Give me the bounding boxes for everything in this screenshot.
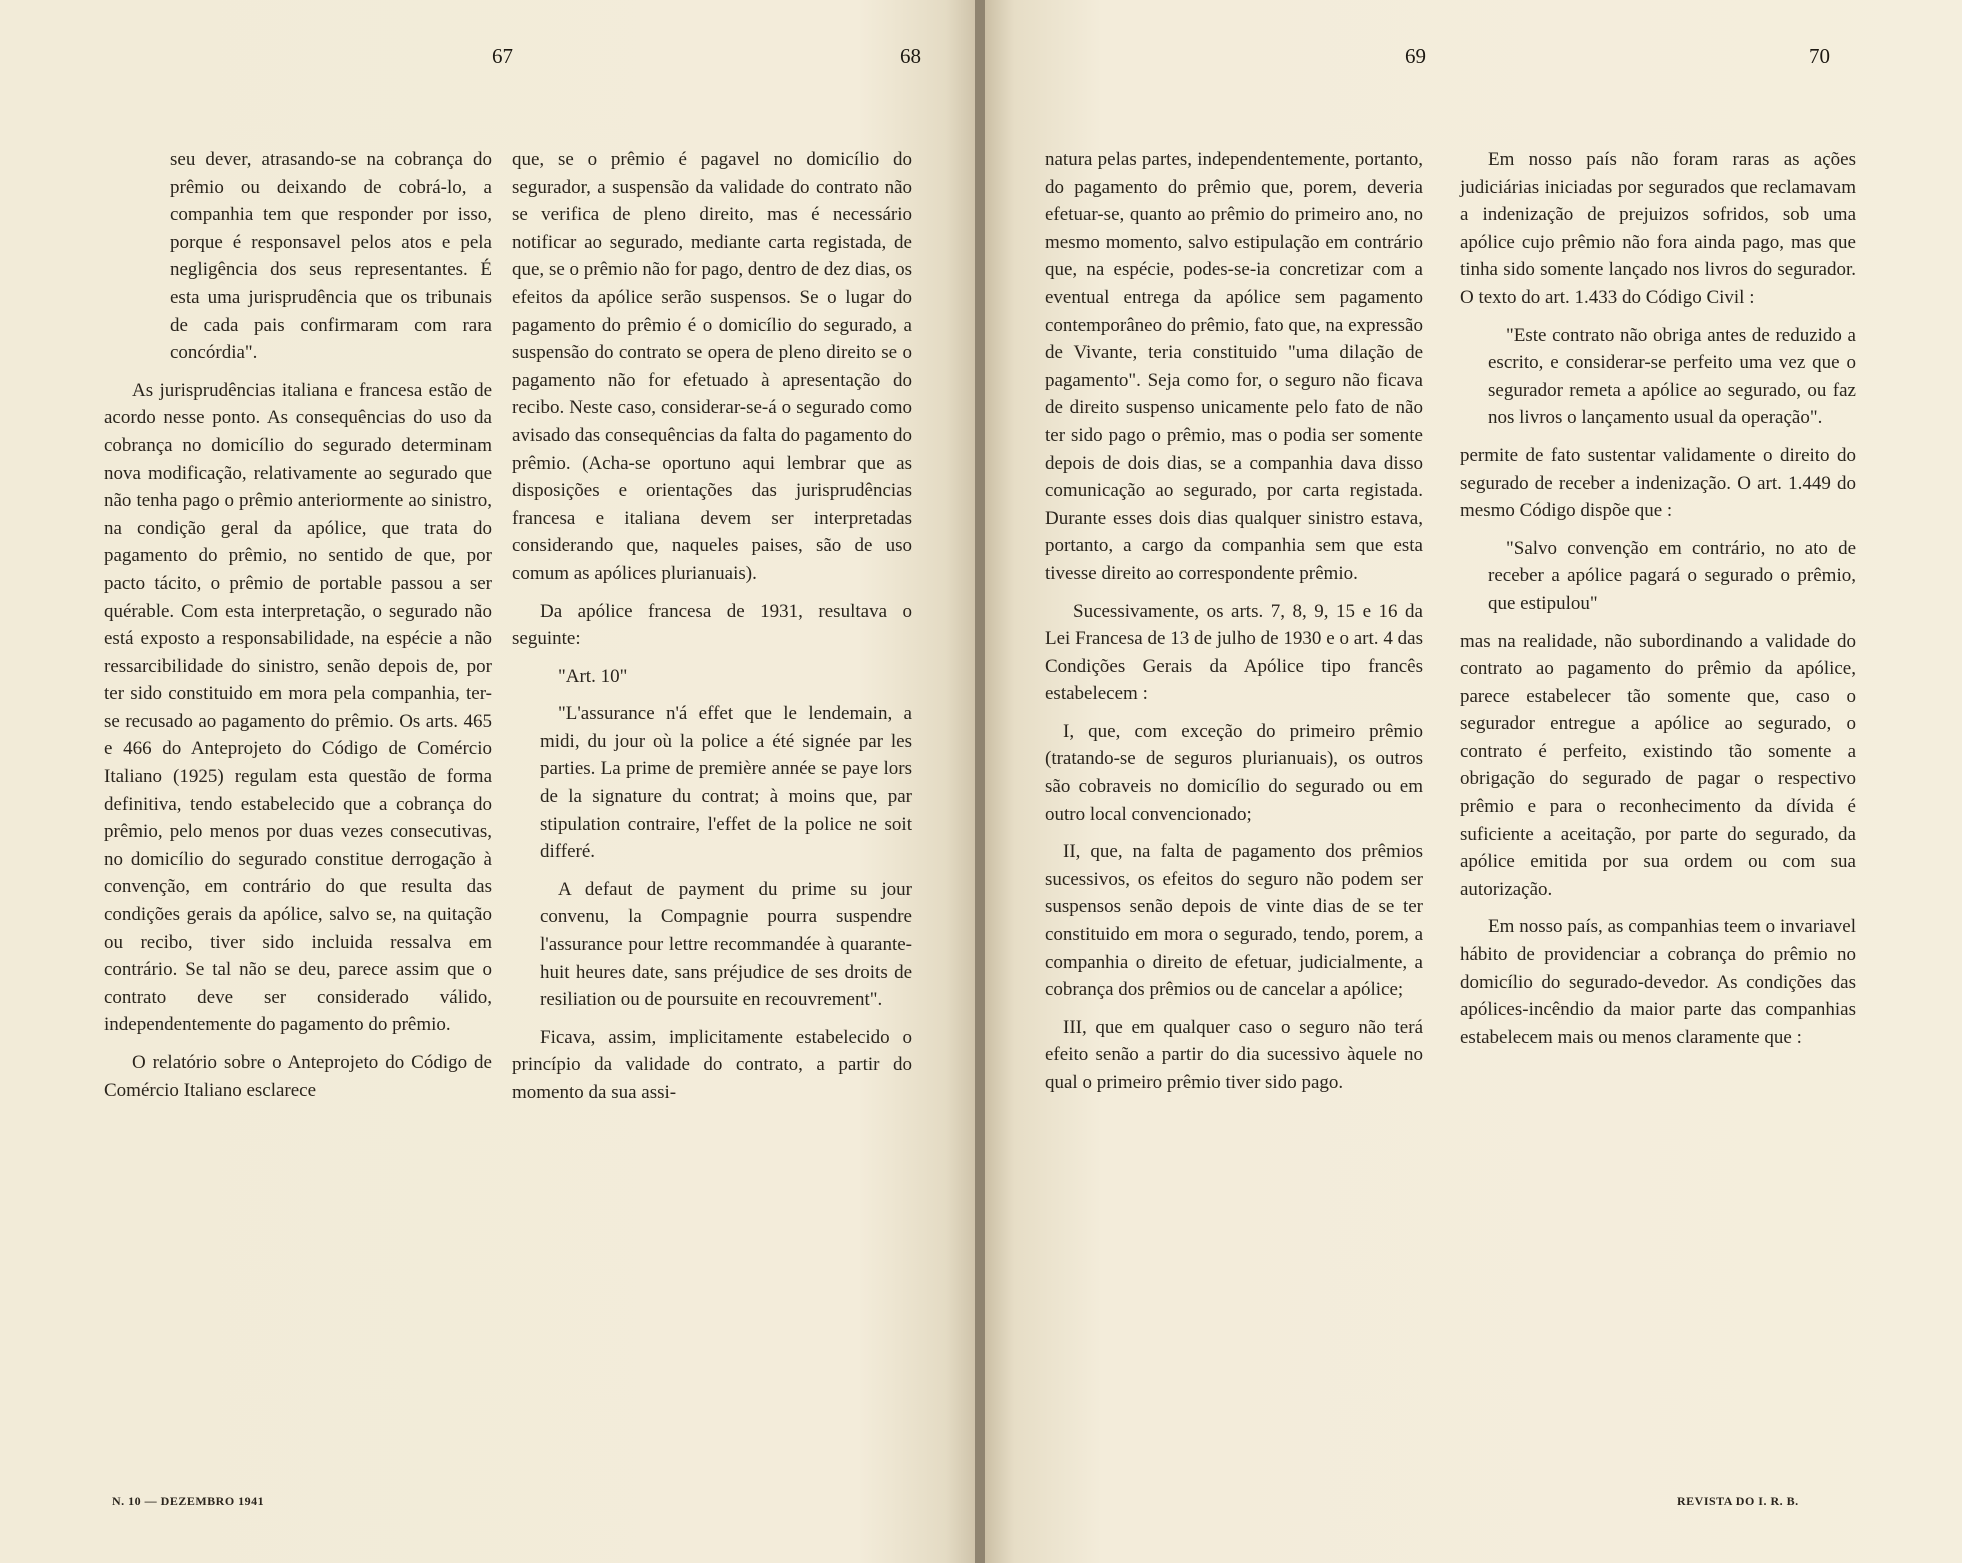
- paragraph: O relatório sobre o Anteprojeto do Código de Comércio Italiano esclarece: [104, 1052, 492, 1101]
- quote-heading: "Art. 10": [558, 665, 628, 687]
- list-item: II, que, na falta de pagamento dos prêmios sucessivos, os efeitos do seguro não podem ser suspensos senão depois de vinte dias de se ter constituido em mora o segurado, tendo, porem, a companhia o direito de efetuar, judicialmente, a cobrança dos prêmios ou de cancelar a apólice;: [1045, 841, 1423, 1001]
- paragraph: mas na realidade, não subordinando a validade do contrato ao pagamento do prêmio da apólice, parece estabelecer tão somente que, caso o segurador entregue a apólice ao segurado, o contrato é perfeito, existindo tão somente a obrigação do segurado de pagar o respectivo prêmio e para o reconhecimento da dívida é suficiente a aceitação, por parte do segurado, da apólice emitida por sua ordem ou com sua autorização.: [1460, 630, 1856, 900]
- page-68-column: [512, 146, 912, 1117]
- paragraph: que, se o prêmio é pagavel no domicílio do segurador, a suspensão da validade do contrato não se verifica de pleno direito, mas é necessário notificar ao segurado, mediante carta registada, de que, se o prêmio não for pago, dentro de dez dias, os efeitos da apólice serão suspensos. Se o lugar do pagamento do prêmio é o domicílio do segurado, a suspensão do contrato se opera de pleno direito se o pagamento não for efetuado à apresentação do recibo. Neste caso, considerar-se-á o segurado como avisado das consequências da falta do pagamento do prêmio. (Acha-se oportuno aqui lembrar que as disposições e orientações das jurisprudências francesa e italiana devem ser interpretadas considerando que, naqueles paises, são de uso comum as apólices plurianuais).: [512, 149, 912, 584]
- page-70-column: [1460, 146, 1856, 1061]
- journal-footer: REVISTA DO I. R. B.: [1677, 1494, 1799, 1508]
- paragraph: As jurisprudências italiana e francesa estão de acordo nesse ponto. As consequências do uso da cobrança no domicílio do segurado determinam nova modificação, relativamente ao segurado que não tenha pago o prêmio anteriormente ao sinistro, na condição geral da apólice, que trata do pagamento do prêmio, no sentido de que, por pacto tácito, o prêmio de portable passou a ser quérable. Com esta interpretação, o segurado não está exposto a responsabilidade, na espécie a não ressarcibilidade do sinistro, senão depois de, por ter sido constituido em mora pela companhia, ter-se recusado ao pagamento do prêmio. Os arts. 465 e 466 do Anteprojeto do Código de Comércio Italiano (1925) regulam esta questão de forma definitiva, tendo estabelecido que a cobrança do prêmio, pelo menos por duas vezes consecutivas, no domicílio do segurado constitue derrogação à convenção, em contrário do que resulta das condições gerais da apólice, salvo se, na quitação ou recibo, tiver sido incluida ressalva em contrário. Se tal não se deu, parece assim que o contrato deve ser considerado válido, independentemente do pagamento do prêmio.: [104, 379, 492, 1036]
- issue-footer: N. 10 — DEZEMBRO 1941: [112, 1494, 265, 1508]
- quote-paragraph: "L'assurance n'á effet que le lendemain, a midi, du jour où la police a été signée par les parties. La prime de première année se paye lors de la signature du contrat; à moins que, par stipulation contraire, l'effet de la police ne soit differé.: [540, 703, 912, 863]
- paragraph: Em nosso país não foram raras as ações judiciárias iniciadas por segurados que reclamavam a indenização de prejuizos sofridos, sob uma apólice cujo prêmio não fora ainda pago, mas que tinha sido somente lançado nos livros do segurador. O texto do art. 1.433 do Código Civil :: [1460, 149, 1856, 308]
- quote-paragraph: "Este contrato não obriga antes de reduzido a escrito, e considerar-se perfeito uma vez que o segurador remeta a apólice ao segurado, ou faz nos livros o lançamento usual da operação".: [1488, 324, 1856, 429]
- list-item: I, que, com exceção do primeiro prêmio (tratando-se de seguros plurianuais), os outros são cobraveis no domicílio do segurado ou em outro local convencionado;: [1045, 720, 1423, 825]
- page-67-column: [104, 146, 492, 1114]
- page-number-67: 67: [492, 44, 513, 68]
- paragraph: Em nosso país, as companhias teem o invariavel hábito de providenciar a cobrança do prêmio no domicílio do segurado-devedor. As condições das apólices-incêndio da maior parte das companhias estabelecem mais ou menos claramente que :: [1460, 916, 1856, 1048]
- paragraph: Sucessivamente, os arts. 7, 8, 9, 15 e 16 da Lei Francesa de 13 de julho de 1930 e o art. 4 das Condições Gerais da Apólice tipo francês estabelecem :: [1045, 600, 1423, 705]
- paragraph: Ficava, assim, implicitamente estabelecido o princípio da validade do contrato, a partir do momento da sua assi-: [512, 1026, 912, 1103]
- page-number-69: 69: [1405, 44, 1426, 68]
- list-item: III, que em qualquer caso o seguro não terá efeito senão a partir do dia sucessivo àquele no qual o primeiro prêmio tiver sido pago.: [1045, 1016, 1423, 1093]
- book-gutter: [975, 0, 985, 1563]
- left-page: [0, 0, 975, 1563]
- quote-paragraph: A defaut de payment du prime su jour convenu, la Compagnie pourra suspendre l'assurance pour lettre recommandée à quarante-huit heures date, sans préjudice de ses droits de resiliation ou de poursuite en recouvrement".: [540, 878, 912, 1011]
- paragraph: permite de fato sustentar validamente o direito do segurado de receber a indenização. O art. 1.449 do mesmo Código dispõe que :: [1460, 444, 1856, 522]
- page-69-column: [1045, 146, 1423, 1107]
- paragraph: natura pelas partes, independentemente, portanto, do pagamento do prêmio que, porem, deveria efetuar-se, quanto ao prêmio do primeiro ano, no mesmo momento, salvo estipulação em contrário que, na espécie, podes-se-ia concretizar com a eventual entrega da apólice sem pagamento contemporâneo do prêmio, fato que, na expressão de Vivante, teria constituido "uma dilação de pagamento". Seja como for, o seguro não ficava de direito suspenso unicamente pelo fato de não ter sido pago o prêmio, mas o podia ser somente depois de dois dias, se a companhia dava disso comunicação ao segurado, por carta registada. Durante esses dois dias qualquer sinistro estava, portanto, a cargo da companhia sem que esta tivesse direito ao correspondente prêmio.: [1045, 149, 1423, 584]
- quote-paragraph: seu dever, atrasando-se na cobrança do prêmio ou deixando de cobrá-lo, a companhia tem que responder por isso, porque é responsavel pelos atos e pela negligência dos seus representantes. É esta uma jurisprudência que os tribunais de cada pais confirmaram com rara concórdia".: [170, 149, 492, 364]
- page-number-68: 68: [900, 44, 921, 68]
- paragraph: Da apólice francesa de 1931, resultava o seguinte:: [512, 600, 912, 650]
- quote-paragraph: "Salvo convenção em contrário, no ato de receber a apólice pagará o segurado o prêmio, que estipulou": [1488, 537, 1856, 614]
- right-page: [985, 0, 1962, 1563]
- page-number-70: 70: [1809, 44, 1830, 68]
